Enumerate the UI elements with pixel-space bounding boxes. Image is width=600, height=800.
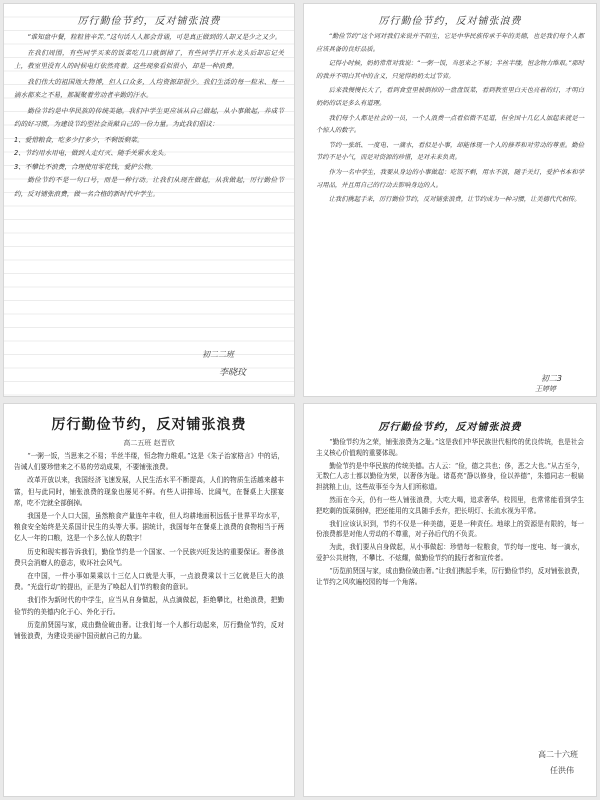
essay-paragraph: 我们作为新时代的中学生，应当从自身做起，从点滴做起，拒绝攀比，杜绝浪费，把勤俭节约的美德内化于心、外化于行。 xyxy=(14,596,284,616)
essay-closing: 勤俭节约不是一句口号，而是一种行动。让我们从现在做起，从我做起，厉行勤俭节约，反对铺张浪费，做一名合格的新时代中学生。 xyxy=(14,176,284,198)
essay-paragraph: “一粥一饭，当思来之不易；半丝半缕，恒念物力维艰。”这是《朱子治家格言》中的话，告诫人们要珍惜来之不易的劳动成果，不要铺张浪费。 xyxy=(14,452,284,472)
essay-sheet-top-left xyxy=(4,4,294,396)
essay-sheet-bottom-right xyxy=(304,404,596,796)
essay-paragraph: 在中国，一件小事如果乘以十三亿人口就是大事，一点浪费乘以十三亿就是巨大的浪费。“光盘行动”的提出，正是为了唤起人们节约粮食的意识。 xyxy=(14,572,284,592)
essay-paragraph: “谁知盘中餐，粒粒皆辛苦。”这句话人人都会背诵，可是真正做到的人却又是少之又少。 xyxy=(27,33,282,41)
essay-title: 厉行勤俭节约，反对铺张浪费 xyxy=(77,16,221,27)
essay-sheet-bottom-left xyxy=(4,404,294,796)
essay-list-item: 1、爱惜粮食，吃多少打多少，不剩饭剩菜。 xyxy=(14,135,144,144)
essay-paragraph: 历览前贤国与家，成由勤俭破由奢。让我们每一个人都行动起来，厉行勤俭节约，反对铺张浪费，为建设美丽中国贡献自己的力量。 xyxy=(14,620,284,641)
essay-list-item: 3、不攀比不浪费，合理使用零花钱，爱护公物。 xyxy=(14,162,157,171)
signature-class: 高二十六班 xyxy=(538,750,578,759)
signature-class: 初二3 xyxy=(540,374,562,383)
essay-list-item: 2、节约用水用电，做到人走灯灭、随手关紧水龙头。 xyxy=(14,149,170,157)
essay-paragraph: “历览前贤国与家，成由勤俭破由奢。”让我们携起手来，厉行勤俭节约，反对铺张浪费，让节约之风吹遍校园的每一个角落。 xyxy=(316,566,584,586)
essay-paragraph: “勤俭节约为之荣，铺张浪费为之耻。”这是我们中华民族世代相传的优良传统，也是社会主义核心价值观的重要体现。 xyxy=(316,438,584,457)
essay-paragraph: 在我们周围，有些同学买来的饭菜吃几口就倒掉了，有些同学打开水龙头后却忘记关上，教室里没有人的时候电灯依然亮着。这些现象看似很小，却是一种浪费。 xyxy=(14,48,284,70)
essay-paragraph: 历史和现实都告诉我们，勤俭节约是一个国家、一个民族兴旺发达的重要保证。奢侈浪费只会消磨人的意志，败坏社会风气。 xyxy=(14,547,284,567)
essay-sheet-top-right xyxy=(304,4,596,396)
essay-paragraph: 节约一张纸、一度电、一滴水，看似是小事，却能体现一个人的修养和对劳动的尊重。勤俭节约不是小气，而是对资源的珍惜，是对未来负责。 xyxy=(316,141,584,162)
essay-title: 厉行勤俭节约，反对铺张浪费 xyxy=(378,16,522,27)
essay-paragraph: 记得小时候，奶奶常常对我说：“一粥一饭，当思来之不易；半丝半缕，恒念物力维艰。”那时的我并不明白其中的含义，只觉得奶奶太过节省。 xyxy=(316,60,584,80)
signature-name: 任洪伟 xyxy=(550,766,574,775)
essay-paragraph: 改革开放以来，我国经济飞速发展，人民生活水平不断提高，人们的物质生活越来越丰富，但与此同时，铺张浪费的现象也屡见不鲜。有些人讲排场、比阔气，在餐桌上大摆宴席，吃不完就全部倒掉。 xyxy=(14,476,284,507)
essay-paragraph: 我国是一个人口大国，虽然粮食产量连年丰收，但人均耕地面积远低于世界平均水平，粮食安全始终是关系国计民生的头等大事。据统计，我国每年在餐桌上浪费的食物相当于两亿人一年的口粮，这是一个多么惊人的数字！ xyxy=(14,512,284,543)
essay-paragraph: 作为一名中学生，我要从身边的小事做起：吃饭不剩，用水不浪，随手关灯，爱护书本和学习用品，并且用自己的行动去影响身边的人。 xyxy=(316,168,584,189)
essay-paragraph: 我们伟大的祖国地大物博，但人口众多，人均资源却很少。我们生活的每一粒米、每一滴水都来之不易，都凝聚着劳动者辛勤的汗水。 xyxy=(14,77,284,99)
essay-paragraph: 我们应该认识到，节约不仅是一种美德，更是一种责任。地球上的资源是有限的，每一份浪费都是对他人劳动的不尊重，对子孙后代的不负责。 xyxy=(316,519,584,539)
essay-title: 厉行勤俭节约，反对铺张浪费 xyxy=(378,422,522,433)
essay-title: 厉行勤俭节约，反对铺张浪费 xyxy=(51,417,247,433)
essay-paragraph: 然而在今天，仍有一些人铺张浪费，大吃大喝，追求奢华。校园里，也常常能看到学生把吃剩的饭菜倒掉，把还能用的文具随手丢弃，把长明灯、长流水视为平常。 xyxy=(316,495,584,515)
essay-paragraph: 后来我慢慢长大了，看到食堂里被倒掉的一盘盘饭菜，看到教室里白天也亮着的灯，才明白奶奶的话是多么有道理。 xyxy=(316,87,584,107)
signature-name: 李晓玟 xyxy=(218,368,246,378)
signature-name: 王婷婷 xyxy=(535,385,556,393)
essay-paragraph: 为此，我们要从自身做起，从小事做起：珍惜每一粒粮食，节约每一度电、每一滴水，爱护公共财物，不攀比、不炫耀，做勤俭节约的践行者和宣传者。 xyxy=(316,543,584,562)
essay-author-line: 高二五班 赵晋欣 xyxy=(123,439,175,447)
essay-paragraph: 勤俭节约是中华民族的传统美德，我们中学生更应该从自己做起，从小事做起，养成节约的好习惯，为建设节约型社会贡献自己的一份力量。为此我们倡议： xyxy=(14,106,284,128)
signature-class: 初二二班 xyxy=(202,350,234,359)
essay-paragraph: 勤俭节约是中华民族的传统美德。古人云：“俭，德之共也；侈，恶之大也。”从古至今，无数仁人志士都以勤俭为荣，以奢侈为耻。诸葛亮“静以修身，俭以养德”，朱德同志一根扁担挑粮上山，这些故事至今为人们所称道。 xyxy=(316,461,584,492)
essay-paragraph: “勤俭节约”这个词对我们来说并不陌生，它是中华民族传承千年的美德，也是我们每个人都应该具备的良好品质。 xyxy=(316,33,584,53)
essay-paragraph: 让我们携起手来，厉行勤俭节约，反对铺张浪费，让节约成为一种习惯，让美德代代相传。 xyxy=(328,196,581,204)
essay-paragraph: 我们每个人都是社会的一员，一个人浪费一点看似微不足道，但全国十几亿人加起来就是一个惊人的数字。 xyxy=(316,114,584,135)
